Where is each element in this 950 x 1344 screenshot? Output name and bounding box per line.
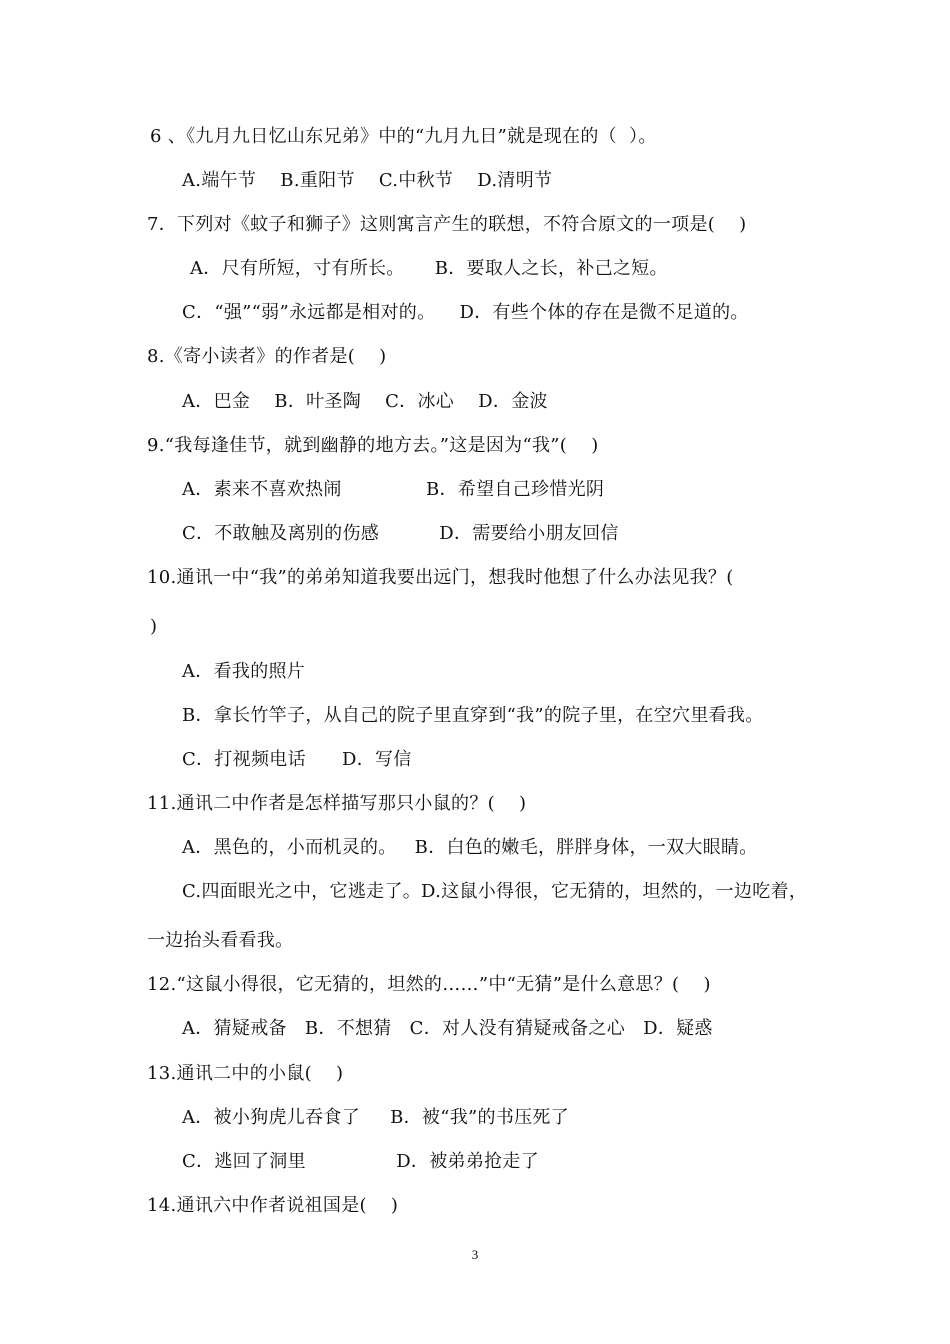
q6-stem: 6 、《九月九日忆山东兄弟》中的“九月九日”就是现在的（ ）。 xyxy=(150,126,657,147)
q13-stem: 13.通讯二中的小鼠( ) xyxy=(147,1063,344,1084)
q10-options-cd: C．打视频电话 D．写信 xyxy=(182,749,412,770)
q9-stem: 9.“我每逢佳节，就到幽静的地方去。”这是因为“我”( ) xyxy=(147,435,599,456)
q13-options-cd: C．逃回了洞里 D．被弟弟抢走了 xyxy=(182,1151,540,1172)
q7-options-cd: C．“强”“弱”永远都是相对的。 D．有些个体的存在是微不足道的。 xyxy=(182,302,749,323)
q10-option-b: B．拿长竹竿子，从自己的院子里直穿到“我”的院子里，在空穴里看我。 xyxy=(182,705,764,726)
q8-stem: 8.《寄小读者》的作者是( ) xyxy=(147,346,387,367)
q10-option-a: A．看我的照片 xyxy=(182,661,306,682)
q10-stem-wrap: ) xyxy=(150,616,158,637)
q11-options-cd-wrap: 一边抬头看看我。 xyxy=(147,930,294,951)
q11-options-ab: A．黑色的，小而机灵的。 B．白色的嫩毛，胖胖身体，一双大眼睛。 xyxy=(182,837,758,858)
q11-stem: 11.通讯二中作者是怎样描写那只小鼠的？( ) xyxy=(147,793,527,814)
page-number: 3 xyxy=(471,1247,479,1262)
q9-options-ab: A．素来不喜欢热闹 B．希望自己珍惜光阴 xyxy=(182,479,605,500)
q7-options-ab: A．尺有所短，寸有所长。 B．要取人之长，补己之短。 xyxy=(190,258,668,279)
q8-options: A．巴金 B．叶圣陶 C．冰心 D．金波 xyxy=(182,391,548,412)
q14-stem: 14.通讯六中作者说祖国是( ) xyxy=(147,1195,399,1216)
q6-options: A.端午节 B.重阳节 C.中秋节 D.清明节 xyxy=(182,170,553,191)
q10-stem: 10.通讯一中“我”的弟弟知道我要出远门，想我时他想了什么办法见我？( xyxy=(147,567,734,588)
q7-stem: 7．下列对《蚊子和狮子》这则寓言产生的联想，不符合原文的一项是( ) xyxy=(147,214,747,235)
q12-stem: 12.“这鼠小得很，它无猜的，坦然的……”中“无猜”是什么意思？( ) xyxy=(147,974,711,995)
q12-options: A．猜疑戒备 B．不想猜 C．对人没有猜疑戒备之心 D．疑惑 xyxy=(182,1018,713,1039)
q9-options-cd: C．不敢触及离别的伤感 D．需要给小朋友回信 xyxy=(182,523,619,544)
q11-options-cd: C.四面眼光之中，它逃走了。D.这鼠小得很，它无猜的，坦然的，一边吃着， xyxy=(182,881,808,902)
q13-options-ab: A．被小狗虎儿吞食了 B．被“我”的书压死了 xyxy=(182,1107,570,1128)
